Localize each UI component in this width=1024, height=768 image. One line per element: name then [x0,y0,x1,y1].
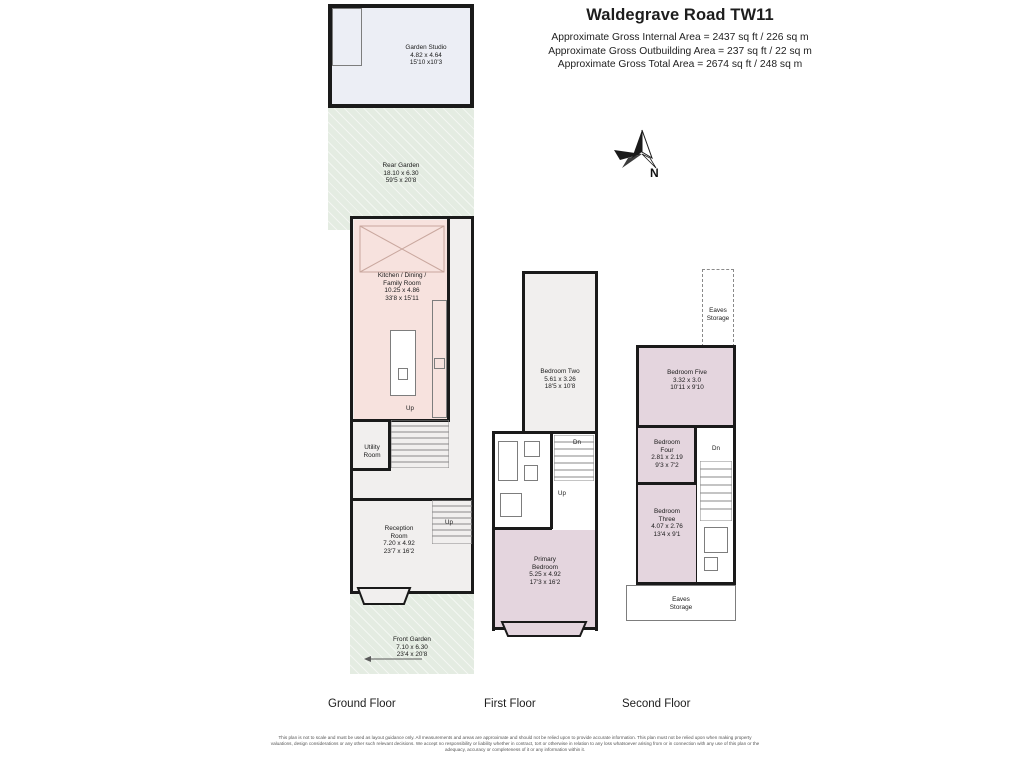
bathtub-icon [498,441,518,481]
ground-up-annotation-1: Up [406,405,414,412]
page-title: Waldegrave Road TW11 [586,6,774,24]
utility-room-label: Utility Room [363,444,381,459]
disclaimer-text: This plan is not to scale and must be used as layout guidance only. All measurements and areas are approximate and should not be relied upon to provide accurate information. This plan must not be relied upon when making property valuations, design considerations or any other such relevant decisions. We accept no responsibility or liability whether in contract, tort or otherwise in relation to any loss whatsoever arising from or in connection with any use of this plan or the adequacy, accuracy or completeness of it or any information within it. [270,735,760,753]
hob-icon [434,358,445,369]
ground-up-annotation-2: Up [445,519,453,526]
rooflight-hatch [354,220,450,280]
front-garden-label: Front Garden 7.10 x 6.30 23'4 x 20'8 [392,636,431,659]
reception-room-label: Reception Room 7.20 x 4.92 23'7 x 16'2 [383,525,415,555]
area-line-internal: Approximate Gross Internal Area = 2437 sq ft / 226 sq m [551,32,809,43]
bedroom-four-label: Bedroom Four 2.81 x 2.19 9'3 x 7'2 [651,439,683,469]
second-floor-caption: Second Floor [622,698,691,710]
primary-bedroom-label: Primary Bedroom 5.25 x 4.92 17'3 x 16'2 [529,556,561,586]
first-bay-window [494,620,598,642]
header [470,6,890,72]
ground-floor-plan [328,0,478,680]
bedroom-three-label: Bedroom Three 4.07 x 2.76 13'4 x 9'1 [651,508,683,538]
kitchen-sink-icon [398,368,408,380]
eaves-storage-top-label: Eaves Storage [706,307,730,322]
bay-window [352,586,422,616]
wc-icon [524,465,538,481]
first-floor-plan [488,265,618,655]
second-shower-icon [704,527,728,553]
front-path-arrow [364,652,424,666]
compass-icon [612,128,672,178]
compass-north-label: N [650,166,659,180]
first-up-annotation: Up [558,490,566,497]
bedroom-two-label: Bedroom Two 5.61 x 3.26 18'5 x 10'8 [540,368,580,391]
shower-icon [500,493,522,517]
first-floor-caption: First Floor [484,698,536,710]
basin-icon [524,441,540,457]
rear-garden-label: Rear Garden 18.10 x 6.30 59'5 x 20'8 [382,162,420,185]
garden-studio-store [332,8,362,66]
compass-rose [612,128,672,190]
ground-floor-caption: Ground Floor [328,698,396,710]
second-floor-plan [622,265,752,625]
second-wc-icon [704,557,718,571]
second-dn-annotation: Dn [712,445,720,452]
eaves-storage-bottom-label: Eaves Storage [669,596,693,611]
ground-staircase [391,420,449,468]
area-summary [470,31,890,72]
garden-studio-label: Garden Studio 4.82 x 4.64 15'10 x10'3 [405,44,447,67]
first-dn-annotation: Dn [573,439,581,446]
kitchen-dining-label: Kitchen / Dining / Family Room 10.25 x 4.86 33'8 x 15'11 [377,272,427,302]
area-line-outbuilding: Approximate Gross Outbuilding Area = 237 sq ft / 22 sq m [548,45,812,57]
first-rear-wing [522,271,598,431]
kitchen-island [390,330,416,396]
area-line-total: Approximate Gross Total Area = 2674 sq ft / 248 sq m [557,59,803,70]
second-staircase-down [700,461,732,521]
bedroom-five-label: Bedroom Five 3.32 x 3.0 10'11 x 9'10 [667,369,707,392]
